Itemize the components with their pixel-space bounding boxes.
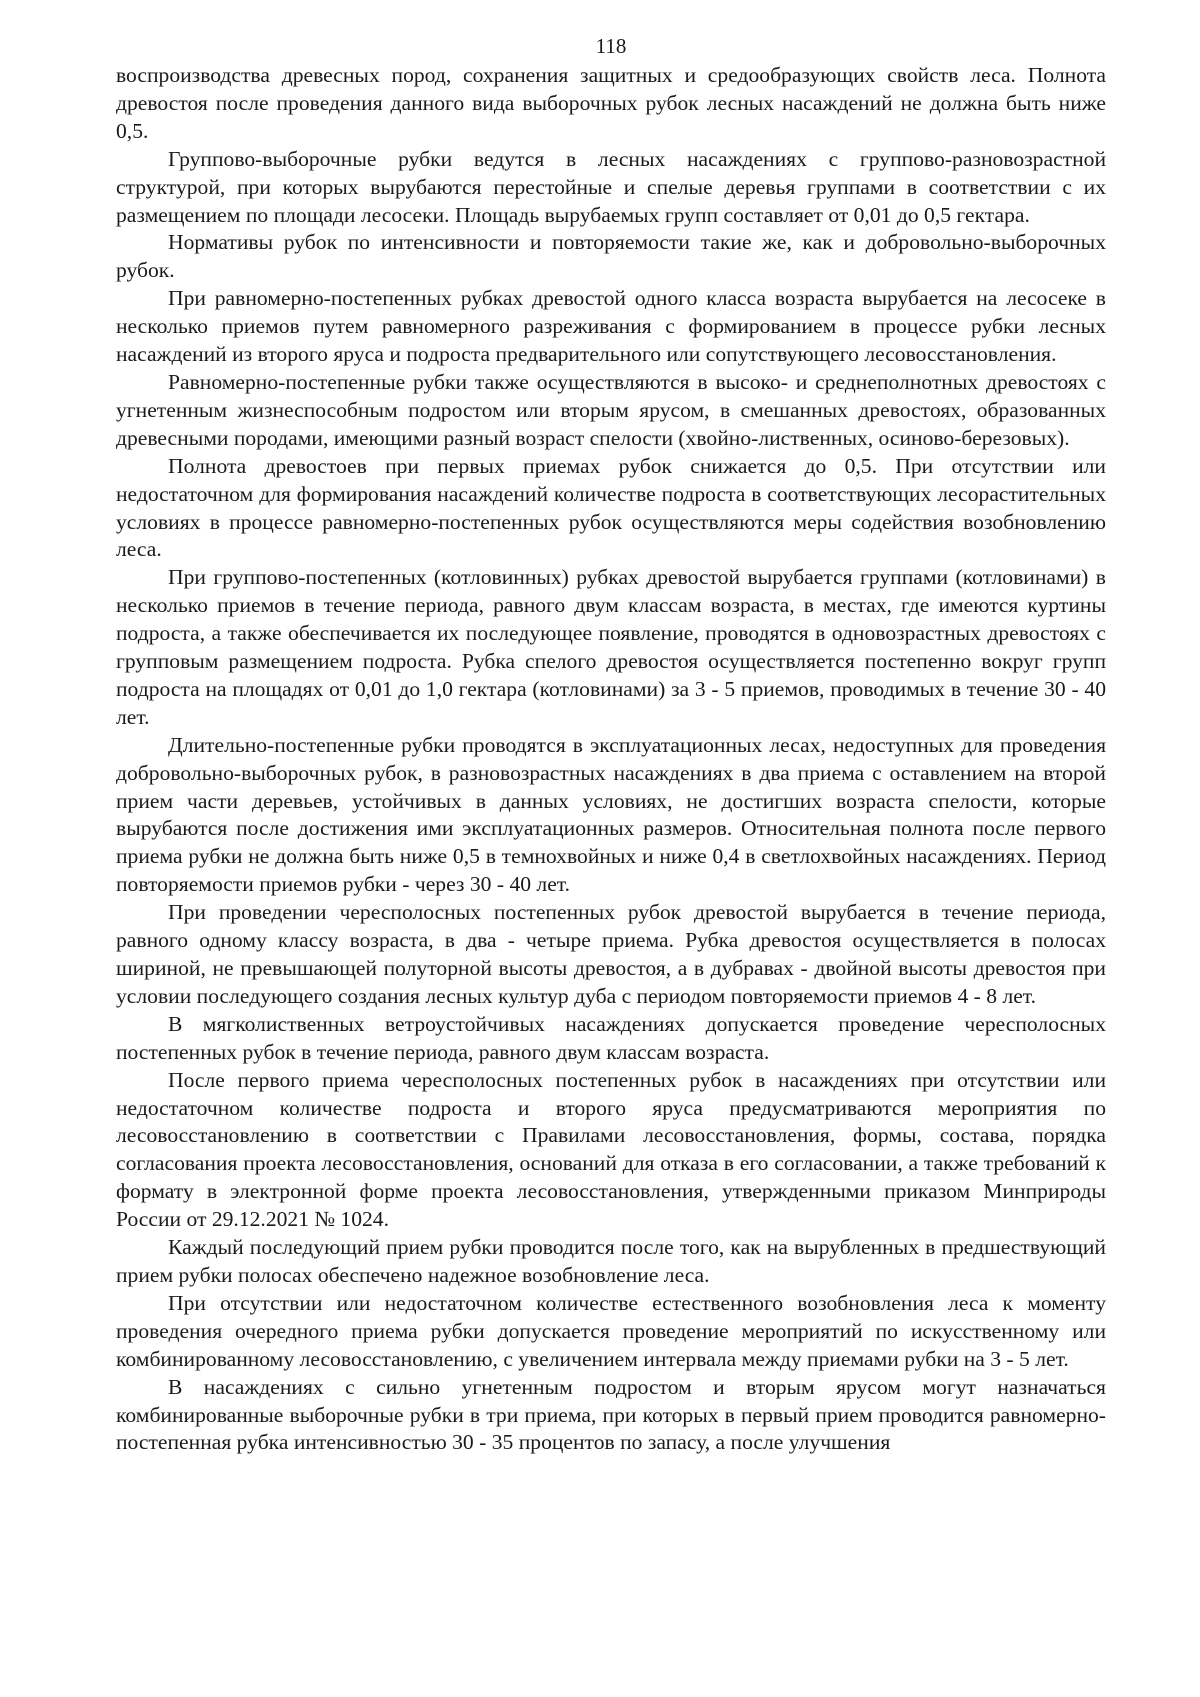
paragraph-14: В насаждениях с сильно угнетенным подростом и вторым ярусом могут назначаться комбинированные выборочные рубки в три приема, при которых в первый прием проводится равномерно-постепенная рубка интенсивностью 30 - 35 процентов по запасу, а после улучшения <box>116 1374 1106 1455</box>
paragraph-3: Нормативы рубок по интенсивности и повторяемости такие же, как и добровольно-выборочных рубок. <box>116 230 1106 283</box>
paragraph-4: При равномерно-постепенных рубках древостой одного класса возраста вырубается на лесосеке в несколько приемов путем равномерного разреживания с формированием в процессе рубки лесных насаждений из второго яруса и подроста предварительного или сопутствующего лесовосстановления. <box>116 286 1106 367</box>
paragraph-2: Группово-выборочные рубки ведутся в лесных насаждениях с группово-разновозрастной структурой, при которых вырубаются перестойные и спелые деревья группами в соответствии с их размещением по площади лесосеки. Площадь вырубаемых групп составляет от 0,01 до 0,5 гектара. <box>116 146 1106 227</box>
page-number: 118 <box>595 34 627 58</box>
paragraph-10: В мягколиственных ветроустойчивых насаждениях допускается проведение чересполосных постепенных рубок в течение периода, равного двум классам возраста. <box>116 1011 1106 1064</box>
paragraph-1: воспроизводства древесных пород, сохранения защитных и средообразующих свойств леса. Полнота древостоя после проведения данного вида выборочных рубок лесных насаждений не должна быть ниже 0,5. <box>116 63 1106 143</box>
paragraph-6: Полнота древостоев при первых приемах рубок снижается до 0,5. При отсутствии или недостаточном для формирования насаждений количестве подроста в соответствующих лесорастительных условиях в процессе равномерно-постепенных рубок осуществляются меры содействия возобновлению леса. <box>116 453 1106 562</box>
document-page <box>116 32 1106 1457</box>
paragraph-7: При группово-постепенных (котловинных) рубках древостой вырубается группами (котловинами) в несколько приемов в течение периода, равного двум классам возраста, в местах, где имеются куртины подроста, а также обеспечивается их последующее появление, проводятся в одновозрастных древостоях с групповым размещением подроста. Рубка спелого древостоя осуществляется постепенно вокруг групп подроста на площадях от 0,01 до 1,0 гектара (котловинами) за 3 - 5 приемов, проводимых в течение 30 - 40 лет. <box>116 565 1106 729</box>
paragraph-11: После первого приема чересполосных постепенных рубок в насаждениях при отсутствии или недостаточном количестве подроста и второго яруса предусматриваются мероприятия по лесовосстановлению в соответствии с Правилами лесовосстановления, формы, состава, порядка согласования проекта лесовосстановления, оснований для отказа в его согласовании, а также требований к формату в электронной форме проекта лесовосстановления, утвержденными приказом Минприроды России от 29.12.2021 № 1024. <box>116 1067 1106 1232</box>
paragraph-9: При проведении чересполосных постепенных рубок древостой вырубается в течение периода, равного одному классу возраста, в два - четыре приема. Рубка древостоя осуществляется в полосах шириной, не превышающей полуторной высоты древостоя, а в дубравах - двойной высоты древостоя при условии последующего создания лесных культур дуба с периодом повторяемости приемов 4 - 8 лет. <box>116 900 1106 1008</box>
paragraph-5: Равномерно-постепенные рубки также осуществляются в высоко- и среднеполнотных древостоях с угнетенным жизнеспособным подростом или вторым ярусом, в смешанных древостоях, образованных древесными породами, имеющими разный возраст спелости (хвойно-лиственных, осиново-березовых). <box>116 369 1106 450</box>
paragraph-13: При отсутствии или недостаточном количестве естественного возобновления леса к моменту проведения очередного приема рубки допускается проведение мероприятий по искусственному или комбинированному лесовосстановлению, с увеличением интервала между приемами рубки на 3 - 5 лет. <box>116 1290 1106 1371</box>
paragraph-8: Длительно-постепенные рубки проводятся в эксплуатационных лесах, недоступных для проведения добровольно-выборочных рубок, в разновозрастных насаждениях в два приема с оставлением на второй прием части деревьев, устойчивых в данных условиях, не достигших возраста спелости, которые вырубаются после достижения ими эксплуатационных размеров. Относительная полнота после первого приема рубки не должна быть ниже 0,5 в темнохвойных и ниже 0,4 в светлохвойных насаждениях. Период повторяемости приемов рубки - через 30 - 40 лет. <box>116 732 1106 897</box>
paragraph-12: Каждый последующий прием рубки проводится после того, как на вырубленных в предшествующий прием рубки полосах обеспечено надежное возобновление леса. <box>116 1235 1106 1287</box>
